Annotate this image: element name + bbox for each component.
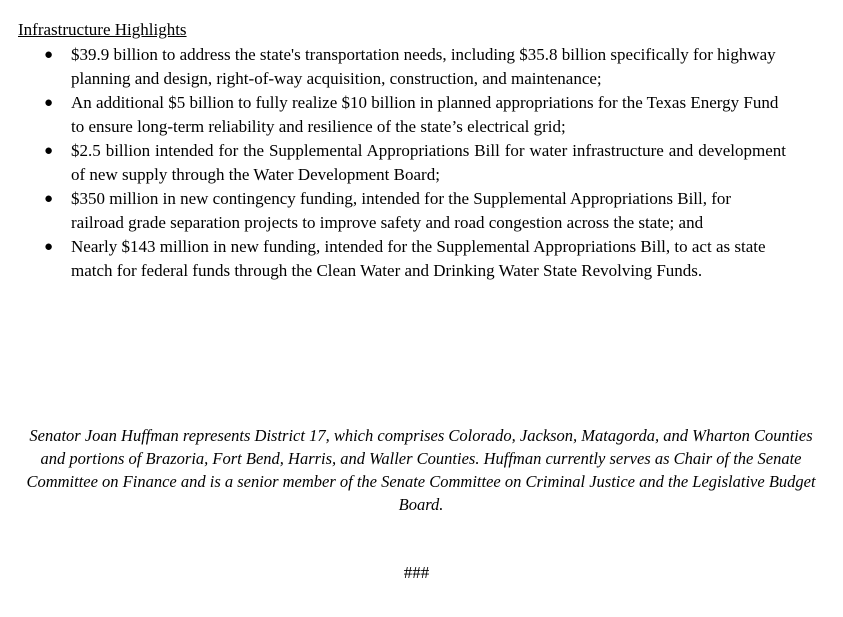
list-item bbox=[0, 91, 843, 139]
list-item-text: $2.5 billion intended for the Supplemental Appropriations Bill for water infrastructure and development of new supply through the Water Development Board; bbox=[71, 141, 786, 184]
list-item-text: An additional $5 billion to fully realize $10 billion in planned appropriations for the Texas Energy Fund to ensure long-term reliability and resilience of the state’s electrical grid; bbox=[71, 93, 779, 136]
list-item bbox=[0, 139, 843, 187]
bullet-icon: ● bbox=[44, 191, 54, 207]
bullet-icon: ● bbox=[44, 239, 54, 255]
highlights-list bbox=[0, 43, 843, 283]
list-item bbox=[0, 235, 843, 283]
bullet-icon: ● bbox=[44, 47, 54, 63]
bullet-icon: ● bbox=[44, 95, 54, 111]
list-item-text: Nearly $143 million in new funding, intended for the Supplemental Appropriations Bill, to act as state match for federal funds through the Clean Water and Drinking Water State Revolving Funds. bbox=[71, 237, 766, 280]
list-item bbox=[0, 187, 843, 235]
list-item bbox=[0, 43, 843, 91]
bullet-icon: ● bbox=[44, 143, 54, 159]
section-heading: Infrastructure Highlights bbox=[18, 20, 187, 39]
end-of-release-mark: ### bbox=[403, 563, 430, 582]
list-item-text: $39.9 billion to address the state's transportation needs, including $35.8 billion specifically for highway planning and design, right-of-way acquisition, construction, and maintenance; bbox=[71, 45, 776, 88]
senator-bio-paragraph: Senator Joan Huffman represents District 17, which comprises Colorado, Jackson, Matagorda, and Wharton Counties and portions of Brazoria, Fort Bend, Harris, and Waller Counties. Huffman currently serves as Chair of the Senate Committee on Finance and is a senior member of the Senate Committee on Criminal Justice and the Legislative Budget Board. bbox=[26, 426, 816, 514]
list-item-text: $350 million in new contingency funding, intended for the Supplemental Appropriations Bill, for railroad grade separation projects to improve safety and road congestion across the state; and bbox=[71, 189, 732, 232]
